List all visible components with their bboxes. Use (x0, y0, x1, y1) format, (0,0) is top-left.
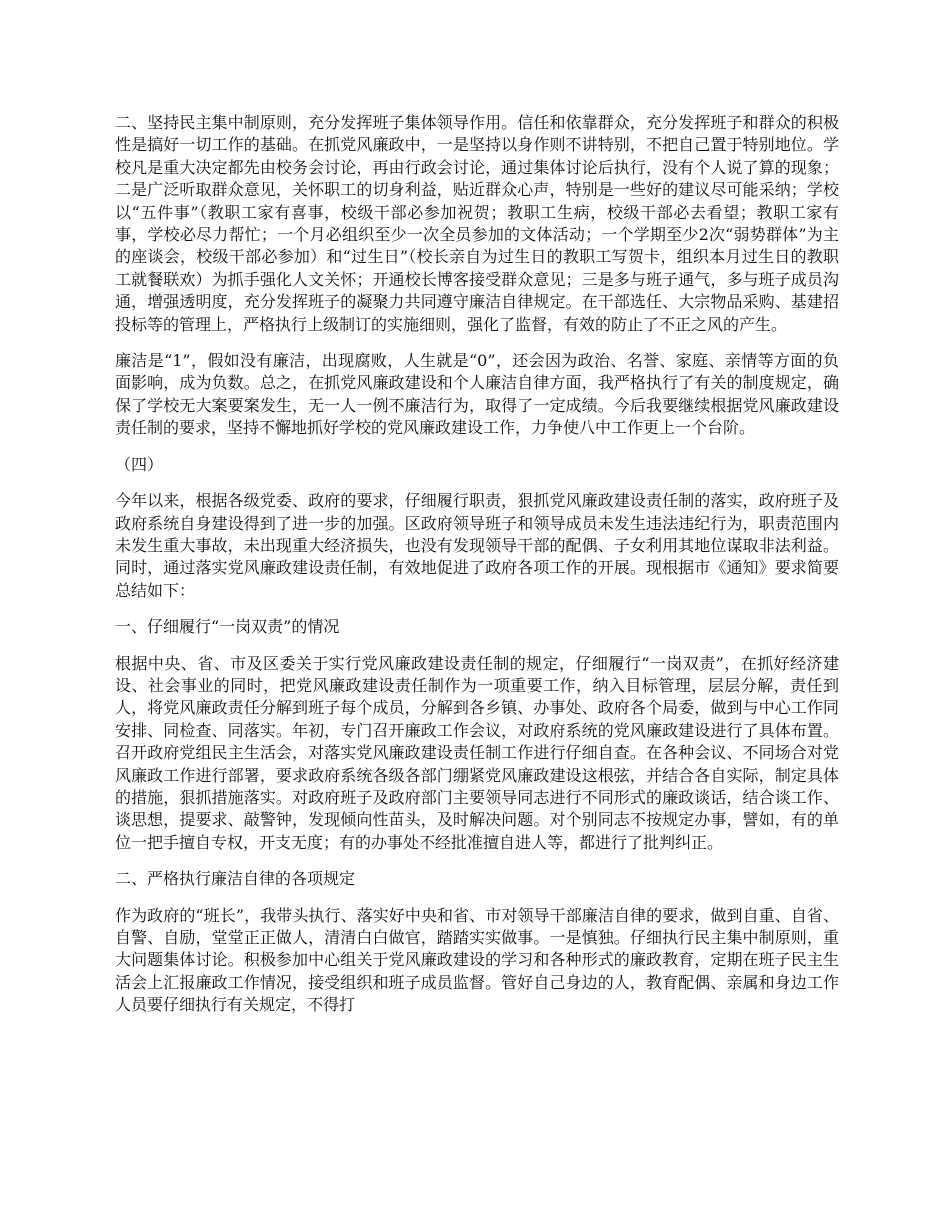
paragraph-government-overview: 今年以来，根据各级党委、政府的要求，仔细履行职责，狠抓党风廉政建设责任制的落实，政府班子及政府系统自身建设得到了进一步的加强。区政府领导班子和领导成员未发生违法违纪行为，职责范围内未发生重大事故，未出现重大经济损失，也没有发现领导干部的配偶、子女利用其地位谋取非法利益。同时，通过落实党风廉政建设责任制，有效地促进了政府各项工作的开展。现根据市《通知》要求简要总结如下： (115, 491, 839, 600)
section-heading-four: （四） (115, 454, 164, 474)
section-heading-dual-duties: 一、仔细履行“一岗双责”的情况 (115, 617, 340, 637)
section-heading-self-discipline: 二、严格执行廉洁自律的各项规定 (115, 869, 356, 889)
paragraph-dual-duties: 根据中央、省、市及区委关于实行党风廉政建设责任制的规定，仔细履行“一岗双责”，在抓好经济建设、社会事业的同时，把党风廉政建设责任制作为一项重要工作，纳入目标管理，层层分解，责任到人，将党风廉政责任分解到班子每个成员，分解到各乡镇、办事处、政府各个局委，做到与中心工作同安排、同检查、同落实。年初，专门召开廉政工作会议，对政府系统的党风廉政建设进行了具体布置。召开政府党组民主生活会，对落实党风廉政建设责任制工作进行仔细自查。在各种会议、不同场合对党风廉政工作进行部署，要求政府系统各级各部门绷紧党风廉政建设这根弦，并结合各自实际，制定具体的措施，狠抓措施落实。对政府班子及政府部门主要领导同志进行不同形式的廉政谈话，结合谈工作、谈思想，提要求、敲警钟，发现倾向性苗头，及时解决问题。对个别同志不按规定办事，譬如，有的单位一把手擅自专权，开支无度；有的办事处不经批准擅自进人等，都进行了批判纠正。 (115, 653, 839, 852)
document-page (115, 112, 839, 1031)
paragraph-self-discipline: 作为政府的“班长”，我带头执行、落实好中央和省、市对领导干部廉洁自律的要求，做到自重、自省、自警、自励，堂堂正正做人，清清白白做官，踏踏实实做事。一是慎独。仔细执行民主集中制原则，重大问题集体讨论。积极参加中心组关于党风廉政建设的学习和各种形式的廉政教育，定期在班子民主生活会上汇报廉政工作情况，接受组织和班子成员监督。管好自己身边的人，教育配偶、亲属和身边工作人员要仔细执行有关规定，不得打 (115, 905, 839, 1015)
paragraph-integrity-summary: 廉洁是“1”，假如没有廉洁，出现腐败，人生就是“0”，还会因为政治、名誉、家庭、亲情等方面的负面影响，成为负数。总之，在抓党风廉政建设和个人廉洁自律方面，我严格执行了有关的制度规定，确保了学校无大案要案发生，无一人一例不廉洁行为，取得了一定成绩。今后我要继续根据党风廉政建设责任制的要求，坚持不懈地抓好学校的党风廉政建设工作，力争使八中工作更上一个台阶。 (115, 351, 839, 438)
paragraph-leadership-principle: 二、坚持民主集中制原则，充分发挥班子集体领导作用。信任和依靠群众，充分发挥班子和群众的积极性是搞好一切工作的基础。在抓党风廉政中，一是坚持以身作则不讲特别，不把自己置于特别地位。学校凡是重大决定都先由校务会讨论，再由行政会讨论，通过集体讨论后执行，没有个人说了算的现象；二是广泛听取群众意见，关怀职工的切身利益，贴近群众心声，特别是一些好的建议尽可能采纳；学校以“五件事”（教职工家有喜事，校级干部必参加祝贺；教职工生病，校级干部必去看望；教职工家有事，学校必尽力帮忙；一个月必组织至少一次全员参加的文体活动；一个学期至少2次“弱势群体”为主的座谈会，校级干部必参加）和“过生日”（校长亲自为过生日的教职工写贺卡，组织本月过生日的教职工就餐联欢）为抓手强化人文关怀；开通校长博客接受群众意见；三是多与班子通气，多与班子成员沟通，增强透明度，充分发挥班子的凝聚力共同遵守廉洁自律规定。在干部选任、大宗物品采购、基建招投标等的管理上，严格执行上级制订的实施细则，强化了监督，有效的防止了不正之风的产生。 (115, 113, 839, 334)
